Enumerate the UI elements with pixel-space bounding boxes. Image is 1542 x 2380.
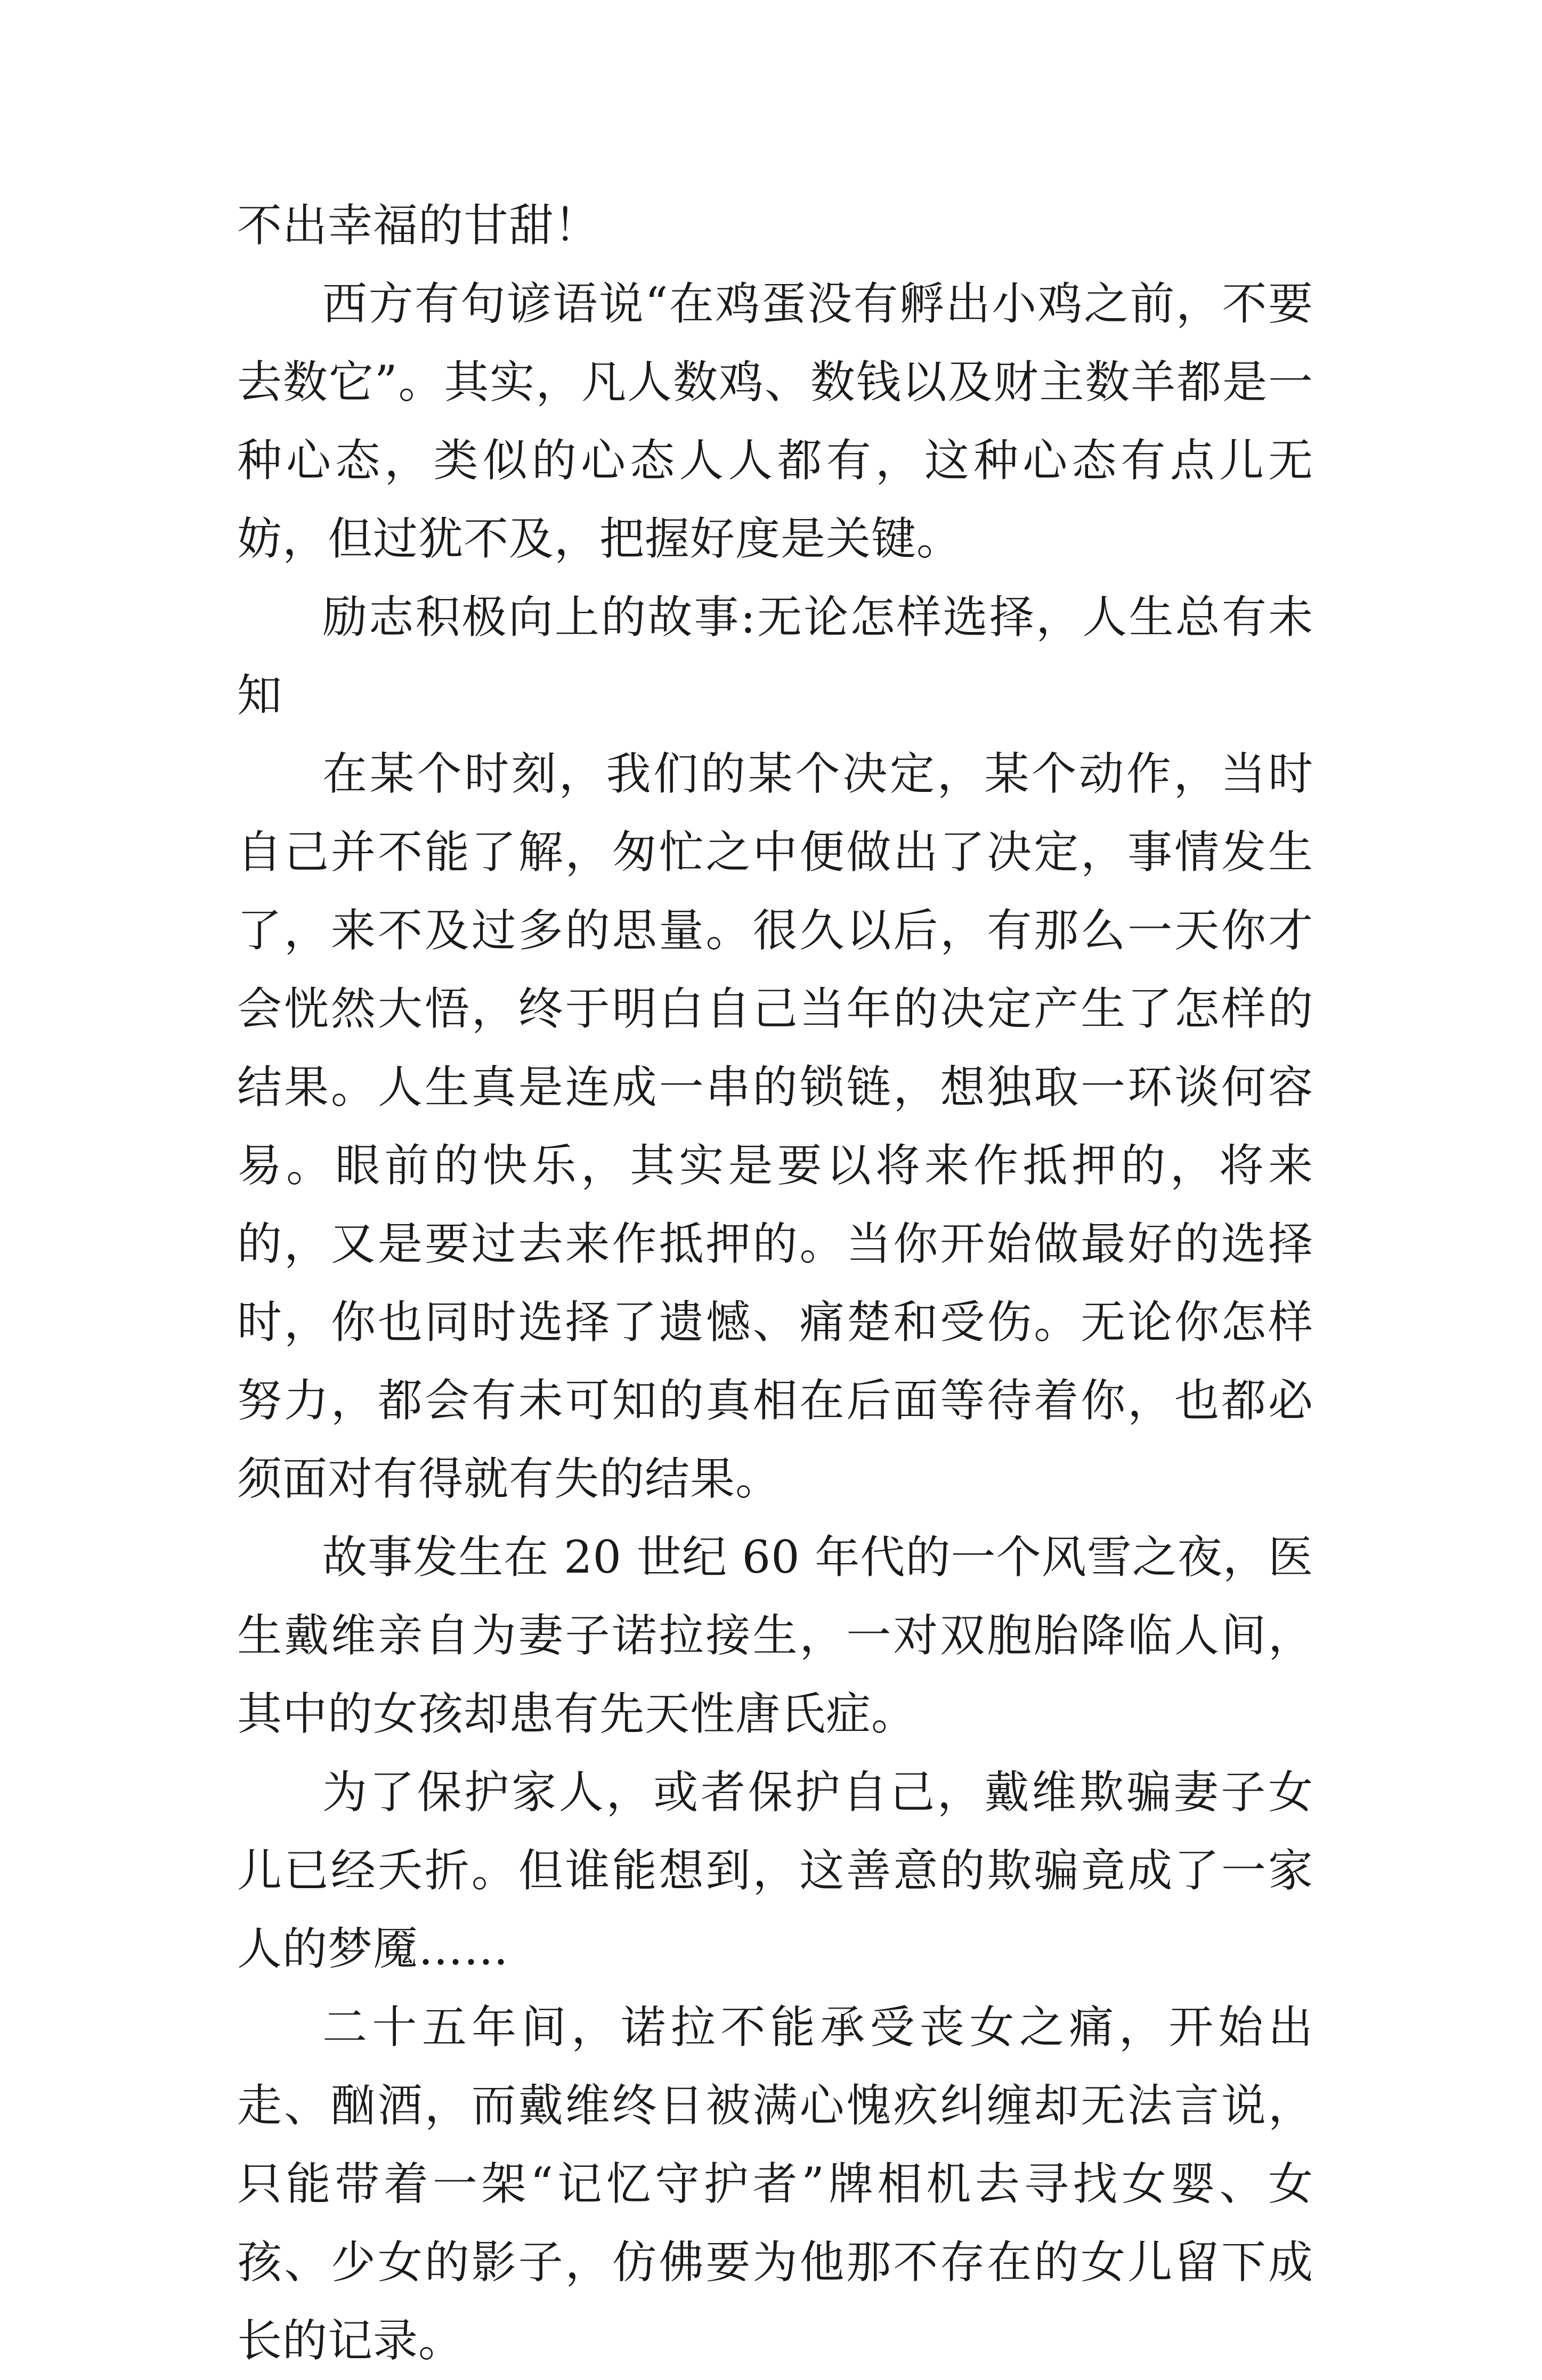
paragraph-6: 二十五年间，诺拉不能承受丧女之痛，开始出走、酗酒，而戴维终日被满心愧疚纠缠却无法言说，只能带着一架“记忆守护者”牌相机去寻找女婴、女孩、少女的影子，仿佛要为他那不存在的女儿留下成长的记录。: [237, 2001, 1313, 2367]
paragraph-2: 西方有句谚语说“在鸡蛋没有孵出小鸡之前，不要去数它”。其实，凡人数鸡、数钱以及财主数羊都是一种心态，类似的心态人人都有，这种心态有点儿无妨，但过犹不及，把握好度是关键。: [237, 278, 1313, 565]
document-body: [237, 187, 1313, 2380]
paragraph-5: 为了保护家人，或者保护自己，戴维欺骗妻子女儿已经夭折。但谁能想到，这善意的欺骗竟成了一家人的梦魇……: [237, 1766, 1313, 1975]
paragraph-3: 在某个时刻，我们的某个决定，某个动作，当时自己并不能了解，匆忙之中便做出了决定，事情发生了，来不及过多的思量。很久以后，有那么一天你才会恍然大悟，终于明白自己当年的决定产生了怎样的结果。人生真是连成一串的锁链，想独取一环谈何容易。眼前的快乐，其实是要以将来作抵押的，将来的，又是要过去来作抵押的。当你开始做最好的选择时，你也同时选择了遗憾、痛楚和受伤。无论你怎样努力，都会有未可知的真相在后面等待着你，也都必须面对有得就有失的结果。: [237, 748, 1313, 1505]
paragraph-4: 故事发生在 20 世纪 60 年代的一个风雪之夜，医生戴维亲自为妻子诺拉接生，一对双胞胎降临人间，其中的女孩却患有先天性唐氏症。: [237, 1531, 1313, 1740]
paragraph-1: 不出幸福的甘甜！: [237, 199, 600, 252]
story-heading: 励志积极向上的故事:无论怎样选择，人生总有未知: [237, 591, 1313, 722]
